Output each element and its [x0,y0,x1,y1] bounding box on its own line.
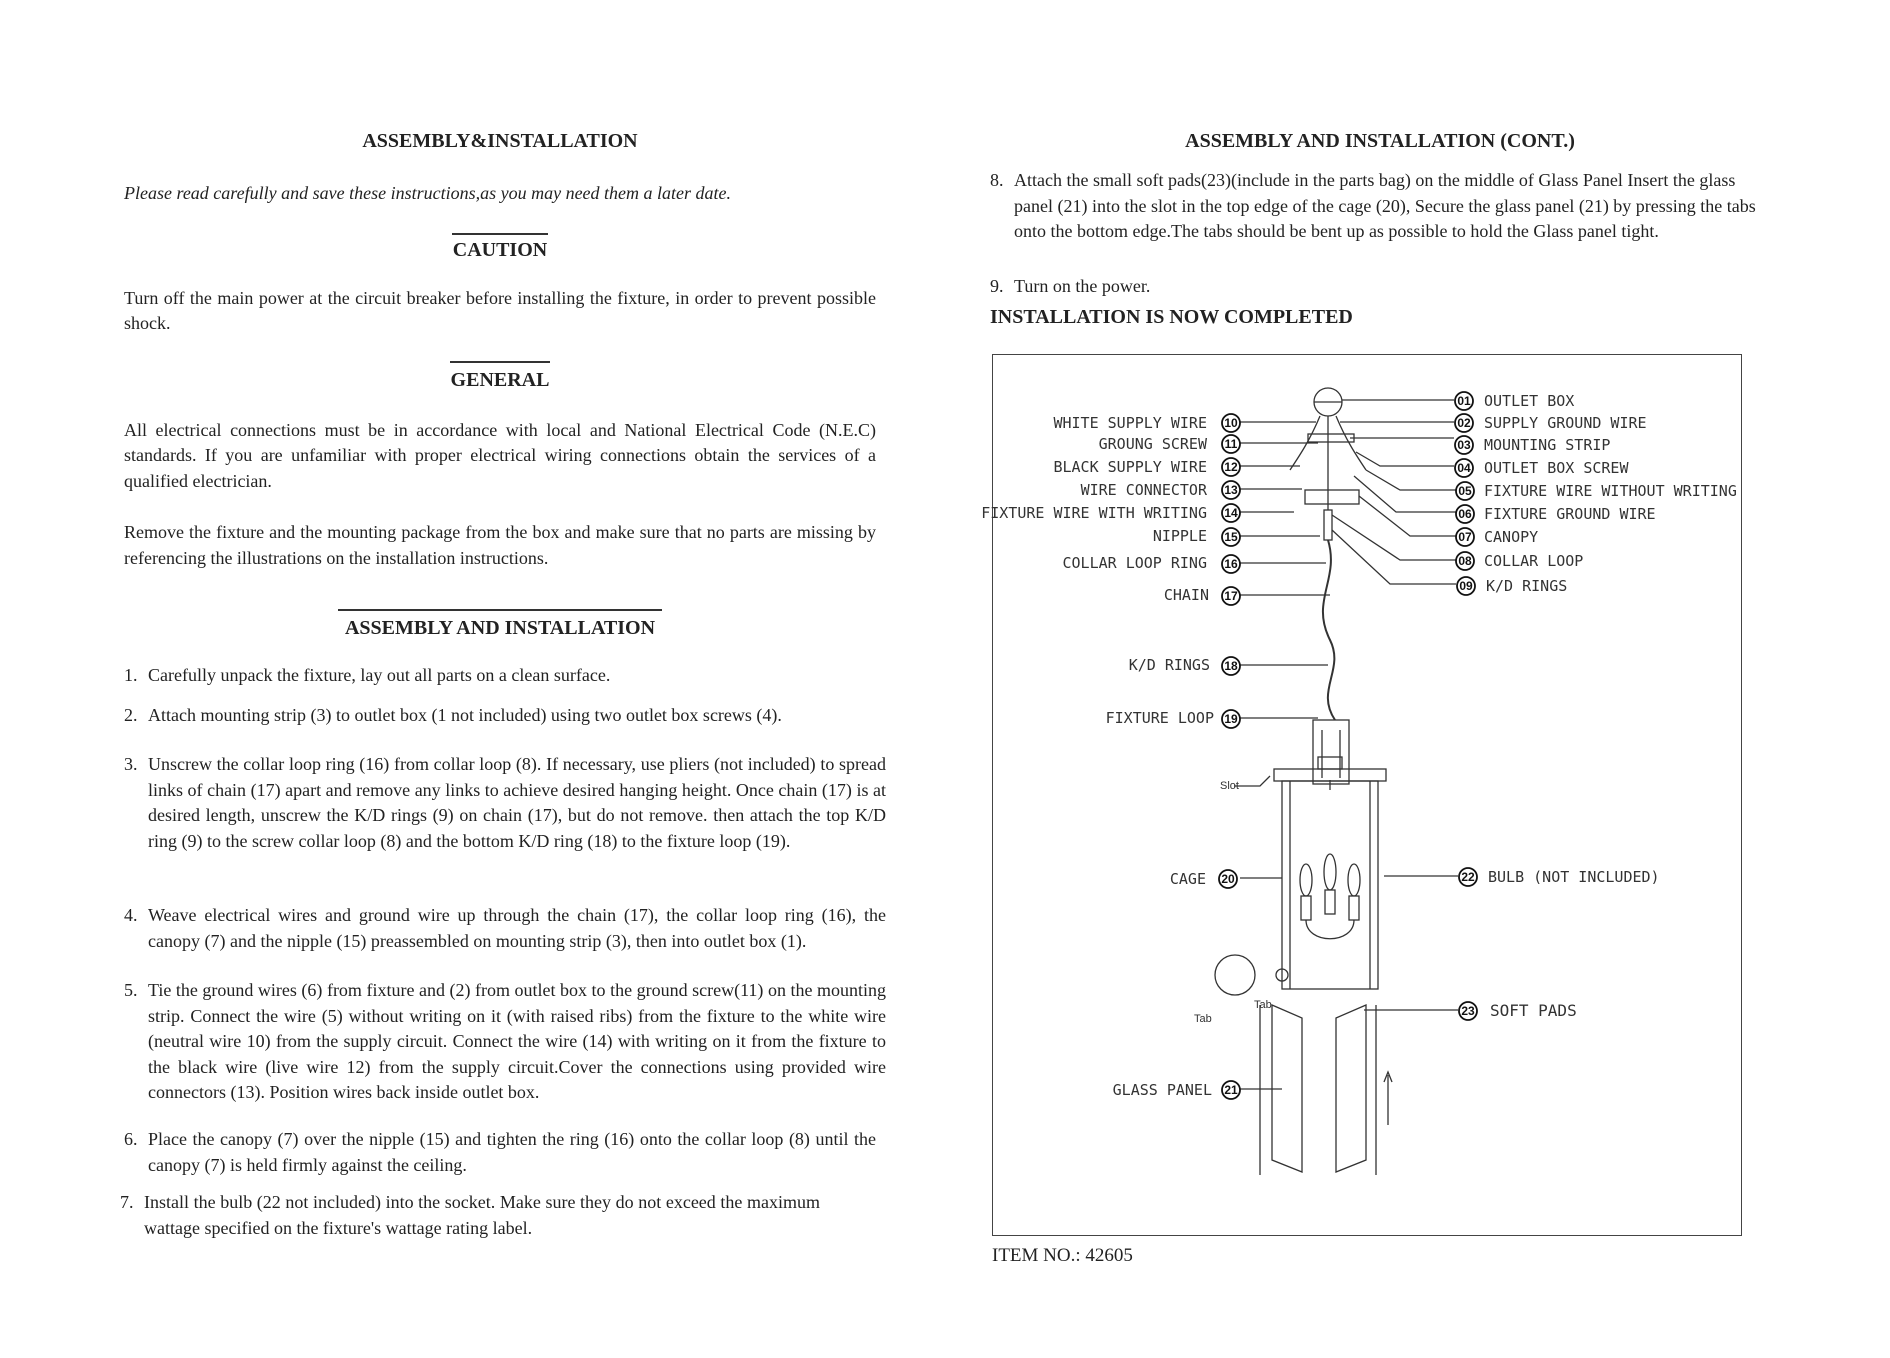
callout-number: 21 [1224,1083,1238,1097]
intro-text: Please read carefully and save these instructions,as you may need them a later date. [124,183,732,203]
callout-number: 11 [1224,437,1238,451]
canopy-shape [1305,490,1359,504]
completed-heading: INSTALLATION IS NOW COMPLETED [990,306,1353,328]
callout-number: 04 [1457,461,1471,475]
callout-number: 15 [1224,530,1238,544]
right-title: ASSEMBLY AND INSTALLATION (CONT.) [1185,130,1575,152]
label-chain: CHAIN [1163,586,1209,604]
step-text: Unscrew the collar loop ring (16) from collar loop (8). If necessary, use pliers (not included) to spread links of chain (17) apart and remove any links to achieve desired hanging height. Once chain (17) is at desired length, unscrew the K/D rings (9) on chain (17), but do not remove. then attach the top K/D ring (9) to the screw collar loop (8) and the bottom K/D ring (18) to the fixture loop (19). [148,754,886,851]
label-fixture-ground-wire: FIXTURE GROUND WIRE [1484,505,1656,523]
fixture-loop-shape [1313,720,1349,784]
callout-number: 20 [1221,872,1235,886]
step-number: 8. [990,170,1004,190]
label-outlet-box-screw: OUTLET BOX SCREW [1484,459,1629,477]
step-text: Place the canopy (7) over the nipple (15) and tighten the ring (16) onto the collar loop (8) until the canopy (7) is held firmly against the ceiling. [148,1129,876,1175]
callout-number: 07 [1458,530,1472,544]
general-paragraph-2: Remove the fixture and the mounting package from the box and make sure that no parts are missing by referencing the illustrations on the installation instructions. [124,522,876,568]
cage-shape [1282,781,1378,989]
label-kd-rings-bottom: K/D RINGS [1128,656,1210,674]
callout-number: 09 [1459,579,1473,593]
label-fixture-loop: FIXTURE LOOP [1105,709,1214,727]
label-black-supply-wire: BLACK SUPPLY WIRE [1053,458,1207,476]
label-supply-ground-wire: SUPPLY GROUND WIRE [1484,414,1647,432]
step-text: Turn on the power. [1014,276,1151,296]
step-number: 2. [124,705,138,725]
label-canopy: CANOPY [1484,528,1539,546]
caution-text: Turn off the main power at the circuit breaker before installing the fixture, in order to prevent possible shock. [124,287,876,333]
label-nipple: NIPPLE [1152,527,1207,545]
step-number: 3. [124,754,138,774]
general-heading: GENERAL [450,368,550,391]
label-soft-pads: SOFT PADS [1490,1001,1577,1020]
assembly-heading: ASSEMBLY AND INSTALLATION [344,617,656,639]
callout-number: 12 [1224,460,1238,474]
step-number: 1. [124,665,138,685]
step-number: 9. [990,276,1004,296]
callout-number: 14 [1224,506,1238,520]
callout-number: 08 [1458,554,1472,568]
callout-number: 02 [1457,416,1471,430]
step-number: 6. [124,1129,138,1149]
callout-number: 17 [1224,589,1238,603]
label-fixture-wire-writing: FIXTURE WIRE WITH WRITING [981,504,1207,522]
callout-number: 22 [1461,870,1475,884]
callout-number: 13 [1224,483,1238,497]
step-text: Attach the small soft pads(23)(include in the parts bag) on the middle of Glass Panel Insert the glass panel (21) into the slot in the top edge of the cage (20), Secure the glass panel (21) by pressing the tabs onto the bottom edge.The tabs should be bent up as possible to hold the Glass panel tight. [1014,170,1756,241]
chain-shape [1323,540,1335,720]
label-tab-right: Tab [1254,999,1272,1011]
callout-number: 10 [1224,416,1238,430]
label-kd-rings-top: K/D RINGS [1486,577,1568,595]
step-number: 5. [124,980,138,1000]
step-text: Weave electrical wires and ground wire up through the chain (17), the collar loop ring (16), the canopy (7) and the nipple (15) preassembled on mounting strip (3), then into outlet box (1). [148,905,886,951]
callout-number: 05 [1458,484,1472,498]
tab-detail-circle [1215,955,1255,995]
step-number: 7. [120,1192,134,1212]
left-title: ASSEMBLY&INSTALLATION [362,130,638,152]
step-number: 4. [124,905,138,925]
callout-number: 23 [1461,1004,1475,1018]
step-text: Carefully unpack the fixture, lay out all parts on a clean surface. [148,665,611,685]
label-cage: CAGE [1169,870,1206,888]
callout-number: 19 [1224,712,1238,726]
step-text: Tie the ground wires (6) from fixture and (2) from outlet box to the ground screw(11) on the mounting strip. Connect the wire (5) without writing on it (with raised ribs) from the fixture to the white wire (neutral wire 10) from the supply circuit. Connect the wire (14) with writing on it from the fixture to the black wire (live wire 12) from the supply circuit.Cover the connections using provided wire connectors (13). Position wires back inside outlet box. [148,980,886,1102]
step-text: Attach mounting strip (3) to outlet box (1 not included) using two outlet box screws (4). [148,705,782,725]
label-glass-panel: GLASS PANEL [1112,1081,1212,1099]
callout-number: 01 [1457,394,1471,408]
label-white-supply-wire: WHITE SUPPLY WIRE [1053,414,1207,432]
label-collar-loop: COLLAR LOOP [1484,552,1584,570]
label-ground-screw: GROUNG SCREW [1098,435,1207,453]
label-tab-left: Tab [1194,1013,1212,1025]
item-number: ITEM NO.: 42605 [992,1245,1133,1266]
callout-number: 06 [1458,507,1472,521]
label-fixture-wire-without-writing: FIXTURE WIRE WITHOUT WRITING [1484,482,1737,500]
glass-panel-right-shape [1336,1005,1366,1172]
caution-heading: CAUTION [452,238,548,261]
callout-number: 16 [1224,557,1238,571]
bulb-shape [1300,864,1312,896]
general-paragraph-1: All electrical connections must be in accordance with local and National Electrical Code (N.E.C) standards. If you are unfamiliar with proper electrical wiring connections obtain the services of a qualified electrician. [124,419,876,491]
label-collar-loop-ring: COLLAR LOOP RING [1062,554,1207,572]
label-mounting-strip: MOUNTING STRIP [1484,436,1611,454]
label-bulb: BULB (NOT INCLUDED) [1488,868,1660,886]
mounting-strip-shape [1308,434,1354,442]
callout-number: 18 [1224,659,1238,673]
label-wire-connector: WIRE CONNECTOR [1080,481,1207,499]
label-slot: Slot [1220,780,1239,792]
step-text: Install the bulb (22 not included) into the socket. Make sure they do not exceed the maximum wattage specified on the fixture's wattage rating label. [144,1192,820,1238]
callout-number: 03 [1457,438,1471,452]
label-outlet-box: OUTLET BOX [1484,392,1575,410]
